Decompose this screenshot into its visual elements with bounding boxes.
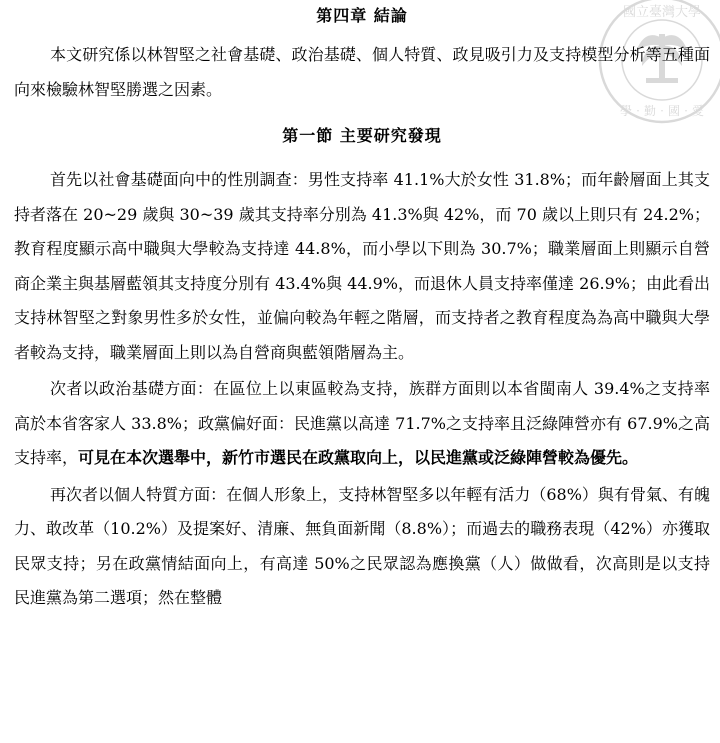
document-page (14, 0, 710, 616)
seal-institution-text: 國立臺灣大學 (622, 5, 702, 20)
paragraph-political-basis-text: 次者以政治基礎方面：在區位上以東區較為支持，族群方面則以本省閩南人 39.4%之支持率高於本省客家人 33.8%；政黨偏好面：民進黨以高達 71.7%之支持率且泛綠陣營亦有 67.9%之高支持率， (14, 379, 710, 467)
paragraph-political-basis (14, 372, 710, 476)
seal-motto-text: 學‧勤‧國‧愛 (619, 104, 705, 118)
paragraph-personal-traits: 再次者以個人特質方面：在個人形象上，支持林智堅多以年輕有活力（68%）與有骨氣、有魄力、敢改革（10.2%）及提案好、清廉、無負面新聞（8.8%）；而過去的職務表現（42%）亦獲取民眾支持；另在政黨情結面向上，有高達 50%之民眾認為應換黨（人）做做看，次高則是以支持民進黨為第二選項；然在整體 (14, 484, 710, 607)
chapter-title: 第四章 結論 (316, 6, 408, 25)
paragraph-political-basis-emphasis: 可見在本次選舉中，新竹市選民在政黨取向上，以民進黨或泛綠陣營較為優先。 (78, 448, 639, 467)
section-title: 第一節 主要研究發現 (282, 126, 442, 145)
paragraph-social-basis: 首先以社會基礎面向中的性別調查：男性支持率 41.1%大於女性 31.8%；而年齡層面上其支持者落在 20~29 歲與 30~39 歲其支持率分別為 41.3%與 42%，而 70 歲以上則只有 24.2%；教育程度顯示高中職與大學較為支持達 44.8%，而小學以下則為 30.7%；職業層面上則顯示自營商企業主與基層藍領其支持度分別有 43.4%與 44.9%，而退休人員支持率僅達 26.9%；由此看出支持林智堅之對象男性多於女性，並偏向較為年輕之階層，而支持者之教育程度為為高中職與大學者較為支持，職業層面上則以為自營商與藍領階層為主。 (14, 170, 710, 362)
chapter-intro-paragraph: 本文研究係以林智堅之社會基礎、政治基礎、個人特質、政見吸引力及支持模型分析等五種面向來檢驗林智堅勝選之因素。 (14, 45, 710, 99)
